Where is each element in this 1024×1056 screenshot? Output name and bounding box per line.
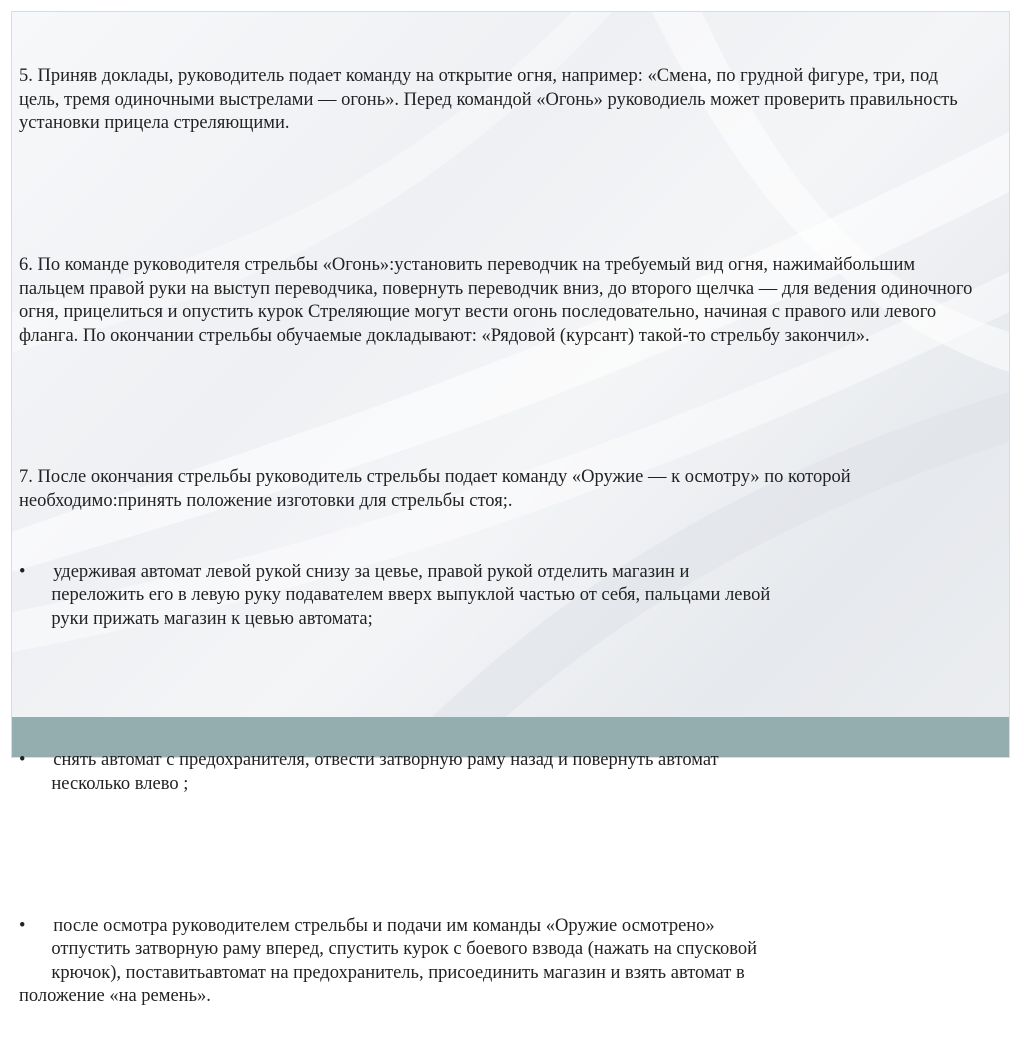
bullet-item-2: • снять автомат с предохранителя, отвести затворную раму назад и повернуть автомат несколько влево ; (19, 750, 719, 794)
paragraph-6: 6. По команде руководителя стрельбы «Огонь»:установить переводчик на требуемый вид огня, нажимайбольшим пальцем правой руки на выступ переводчика, повернуть переводчик вниз, до второго щелчка — для ведения одиночного огня, прицелиться и опустить курок Стреляющие могут вести огонь последовательно, начиная с правого или левого фланга. По окончании стрельбы обучаемые докладывают: «Рядовой (курсант) такой-то стрельбу закончил». (19, 254, 977, 346)
slide-text (19, 18, 979, 1056)
paragraph-5: 5. Приняв доклады, руководитель подает команду на открытие огня, например: «Смена, по грудной фигуре, три, под цель, тремя одиночными выстрелами — огонь». Перед командой «Огонь» руководиель может проверить правильность установки прицела стреляющими. (19, 66, 963, 134)
paragraph-7: 7. После окончания стрельбы руководитель стрельбы подает команду «Оружие — к осмотру» по которой необходимо:принять положение изготовки для стрельбы стоя;. (19, 467, 856, 511)
bullet-item-1: • удерживая автомат левой рукой снизу за цевье, правой рукой отделить магазин и переложить его в левую руку подавателем вверх выпуклой частью от себя, пальцами левой руки прижать магазин к цевью автомата; (19, 561, 771, 629)
bullet-item-3: • после осмотра руководителем стрельбы и подачи им команды «Оружие осмотрено» отпустить затворную раму вперед, спустить курок с боевого взвода (нажать на спусковой крючок), поставитьавтомат на предохранитель, присоединить магазин и взять автомат в положение «на ремень». (19, 915, 758, 1007)
